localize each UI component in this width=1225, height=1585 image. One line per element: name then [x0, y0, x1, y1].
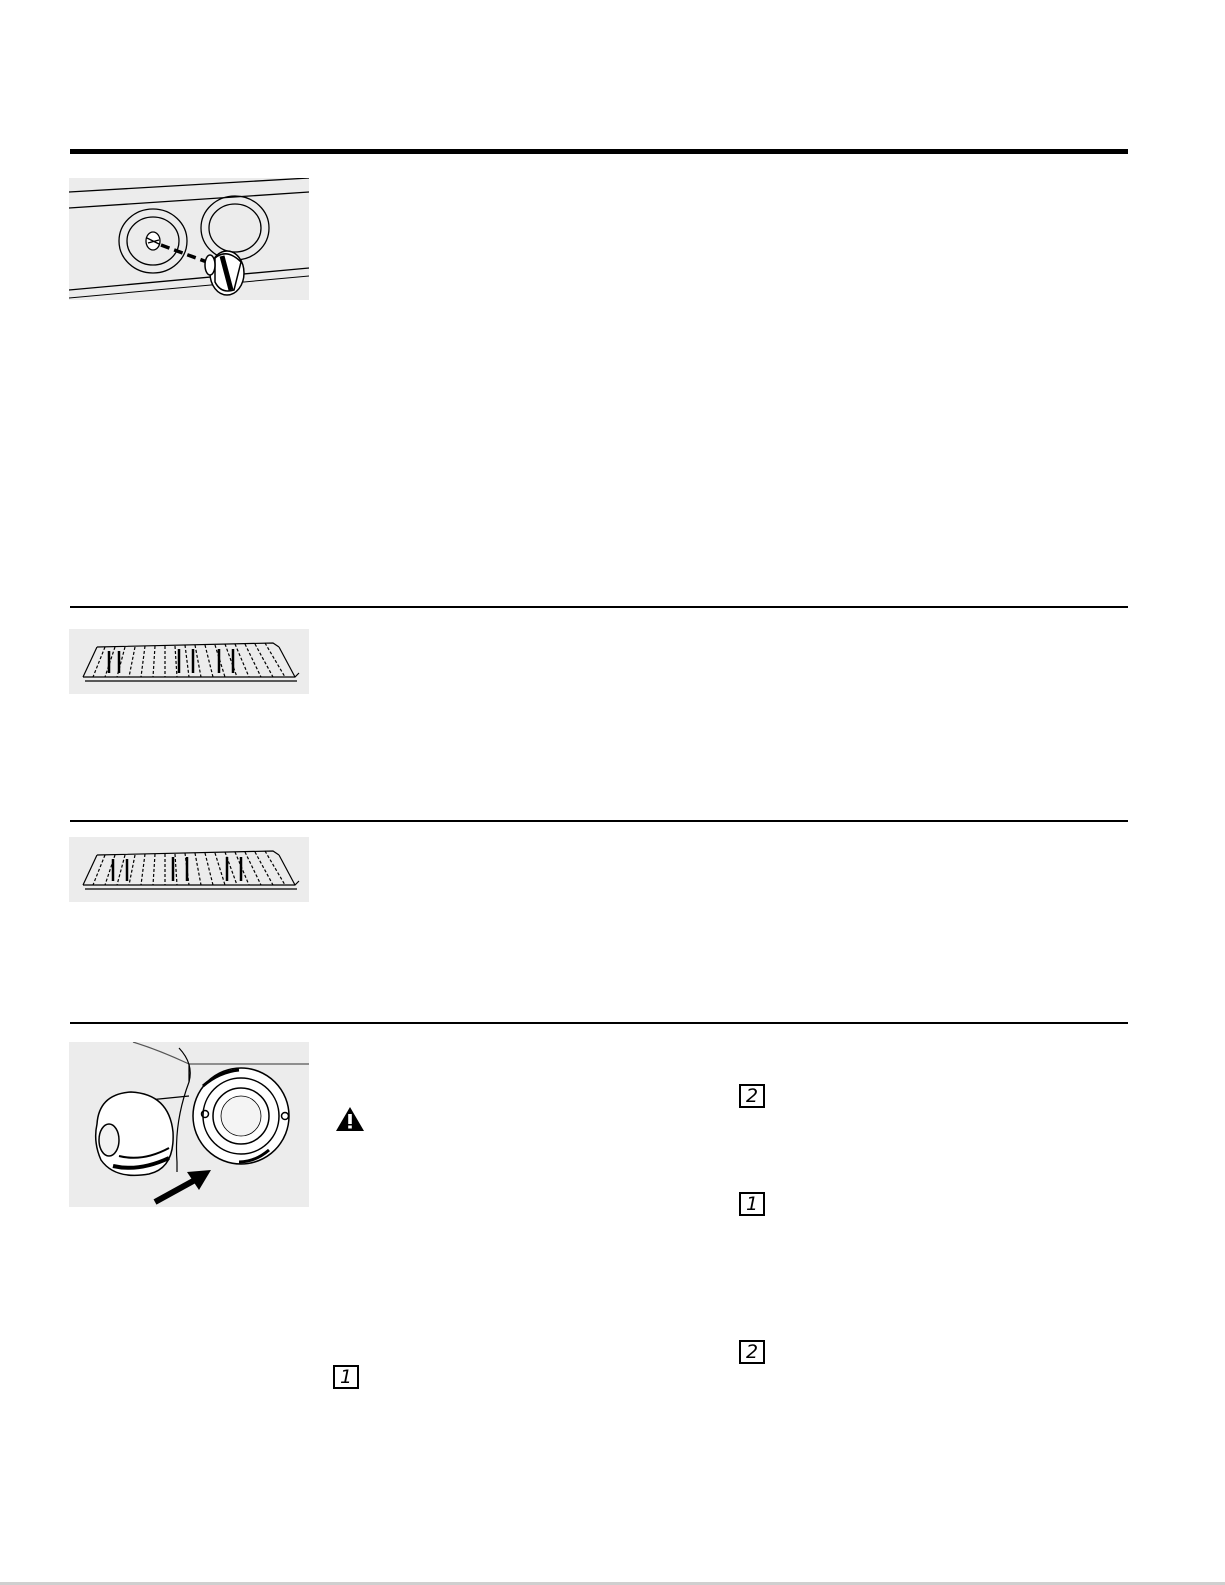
oven-rack-illustration [69, 837, 309, 902]
step-badge: 1 [739, 1192, 765, 1216]
oven-rack-illustration [69, 629, 309, 694]
section-divider [70, 1022, 1128, 1024]
control-knob-illustration [69, 178, 309, 300]
step-badge: 1 [333, 1365, 359, 1389]
oven-light-cover-illustration [69, 1042, 309, 1207]
section-divider [70, 606, 1128, 608]
header-rule [70, 149, 1128, 154]
warning-triangle-icon [335, 1106, 365, 1132]
section-divider [70, 820, 1128, 822]
step-badge: 2 [739, 1340, 765, 1364]
step-badge: 2 [739, 1084, 765, 1108]
